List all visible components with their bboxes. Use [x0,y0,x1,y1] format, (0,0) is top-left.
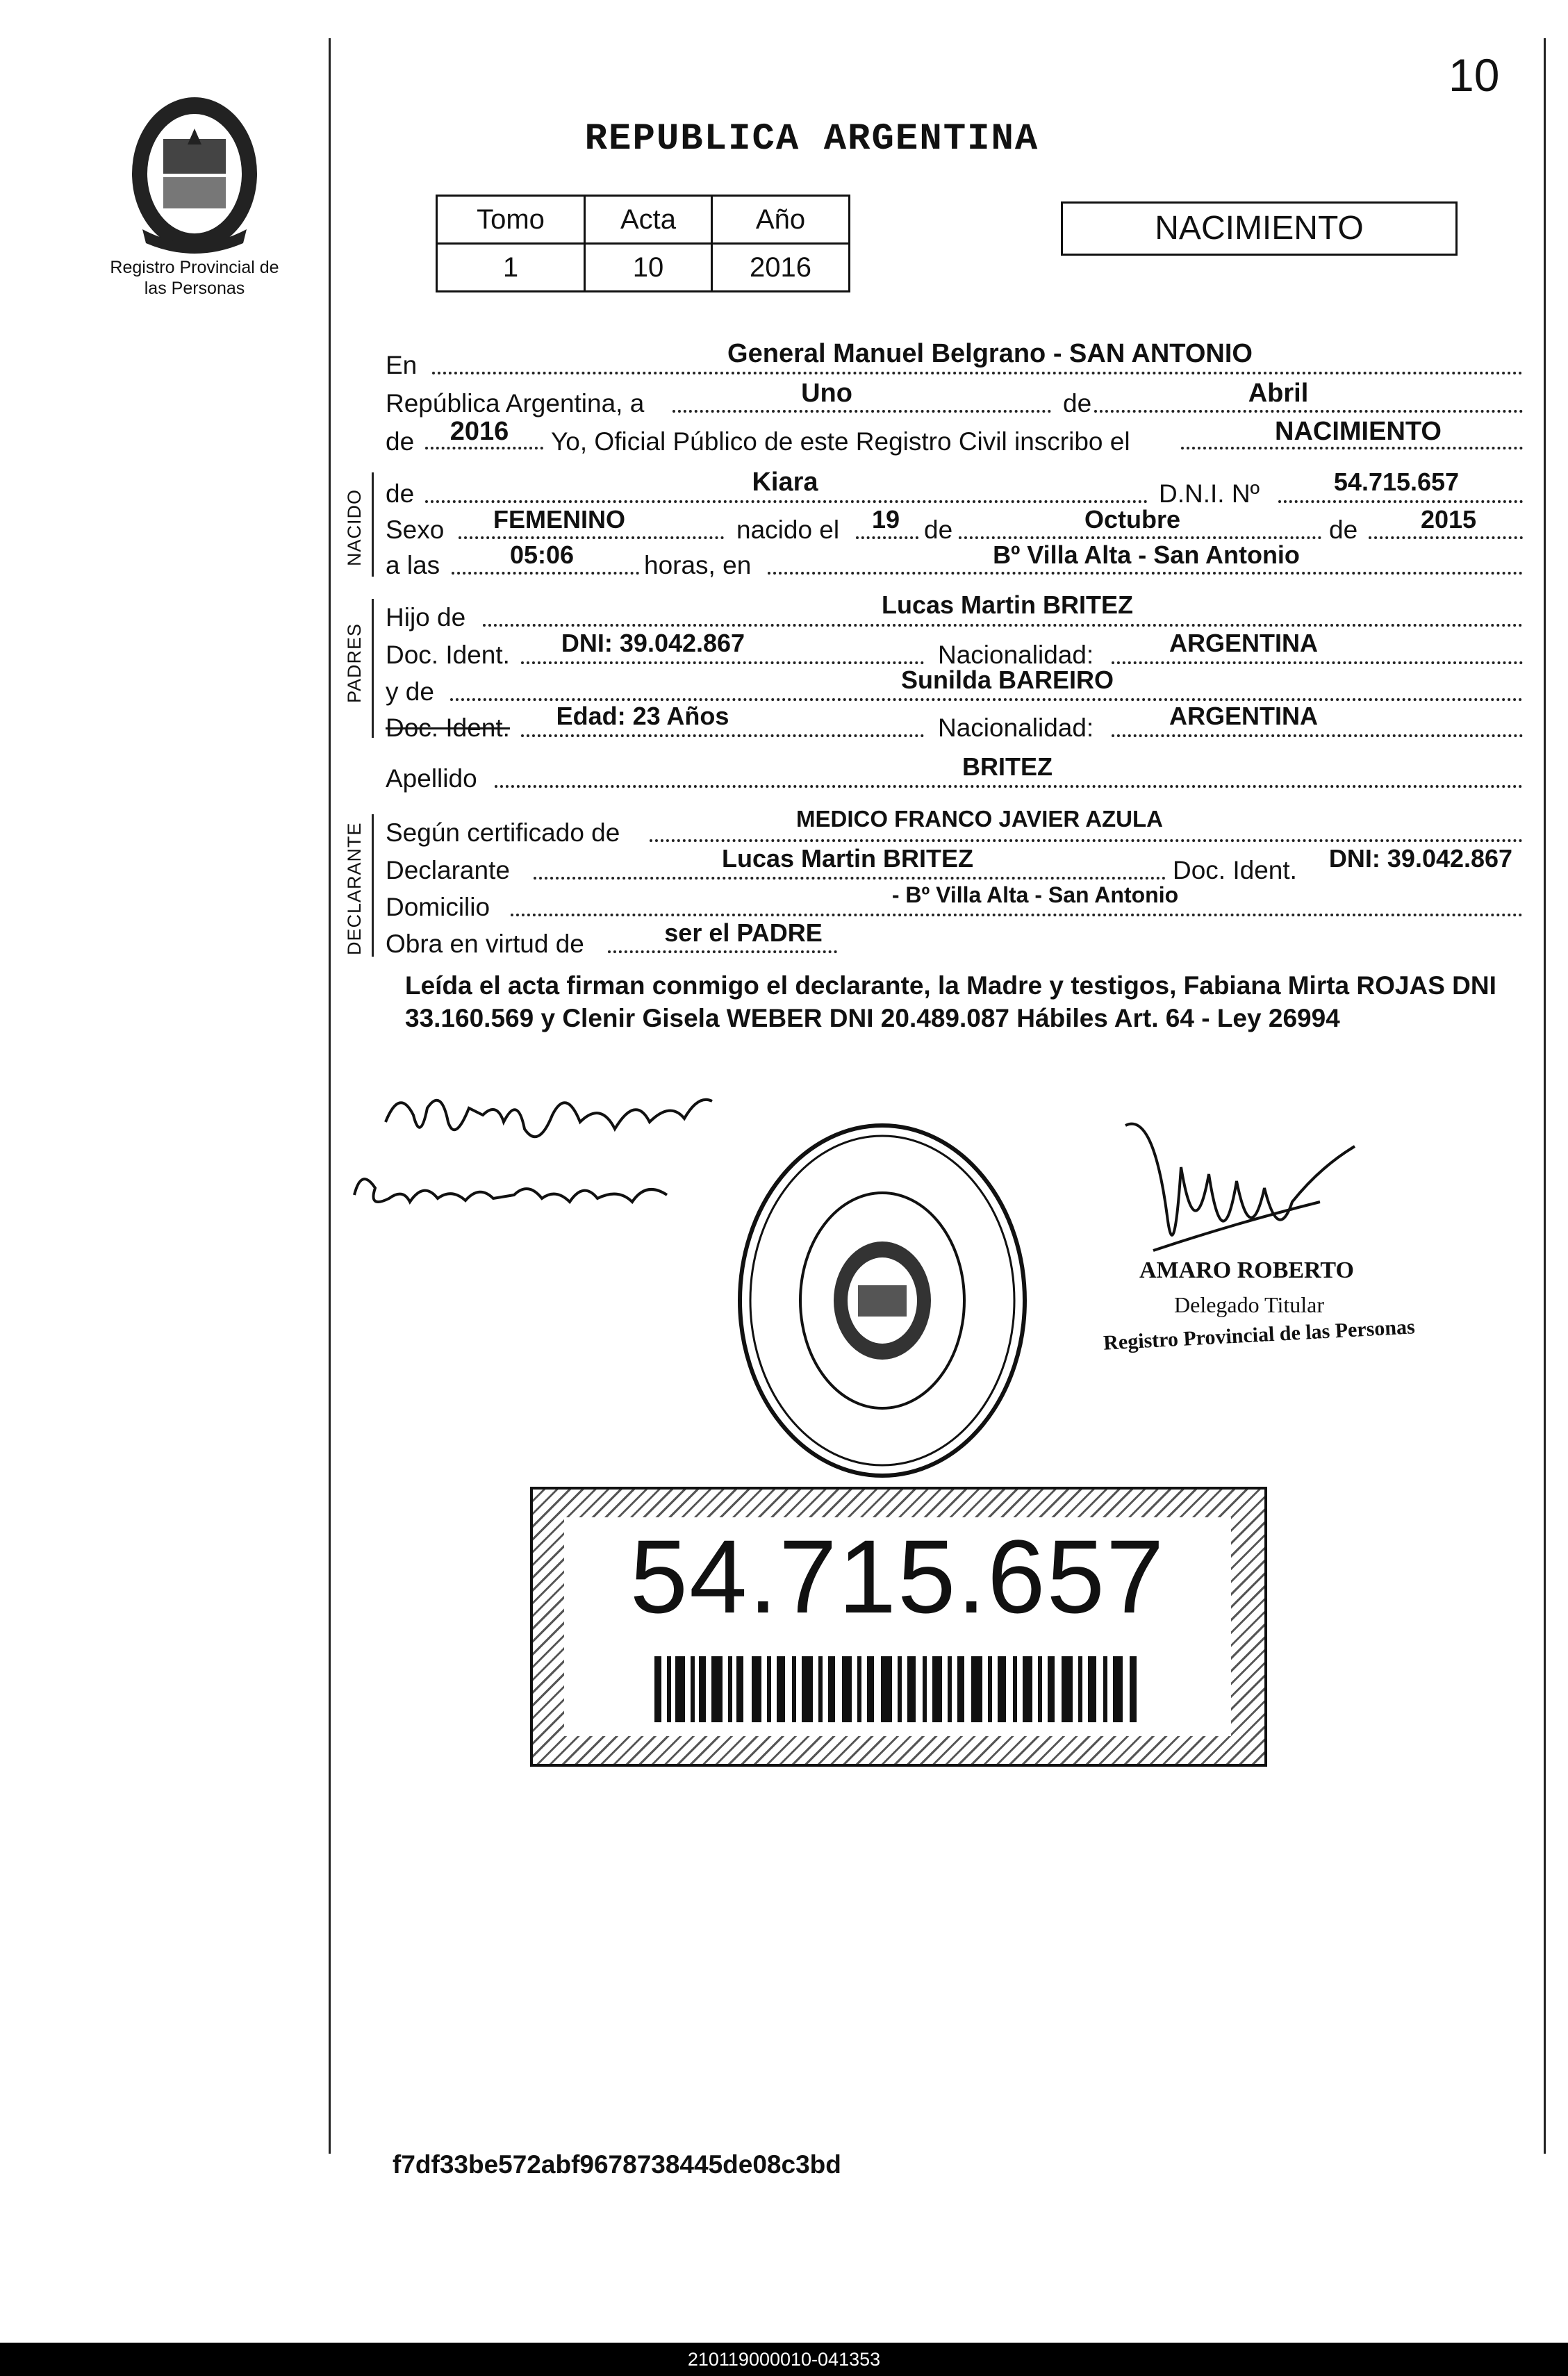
inscribo-label: Yo, Oficial Público de este Registro Civil inscribo el [551,427,1130,456]
de-label: de [1329,515,1358,544]
nacido-el-label: nacido el [736,515,840,544]
dotted-line [432,372,1523,374]
dotted-line [650,839,1523,842]
dotted-line [1278,500,1523,503]
mother-nationality: ARGENTINA [1169,702,1318,730]
barcode-icon [654,1656,1141,1722]
obra-label: Obra en virtud de [386,930,584,958]
doc-label-struck: Doc. Ident. [386,713,510,742]
place-value: General Manuel Belgrano - SAN ANTONIO [727,339,1253,368]
header-tomo: Tomo [437,196,585,244]
de-label: de [386,479,415,508]
signature-britez [379,1080,726,1157]
year-value: 2016 [449,417,509,446]
signature-bareiro [347,1160,674,1223]
province-seal-icon [122,90,267,257]
value-ano: 2016 [712,244,850,292]
document-hash: f7df33be572abf9678738445de08c3bd [393,2150,841,2179]
footer-code: 210119000010-041353 [0,2343,1568,2376]
value-tomo: 1 [437,244,585,292]
record-type-box: NACIMIENTO [1061,201,1458,256]
en-label: En [386,351,418,379]
section-bracket [372,814,374,957]
page-number: 10 [1449,49,1500,101]
header-acta: Acta [585,196,712,244]
day-value: Uno [801,379,852,408]
padres-section-label: PADRES [344,622,365,703]
republica-label: República Argentina, a [386,389,645,418]
registry-stamp-icon [733,1119,1032,1483]
father-name: Lucas Martin BRITEZ [881,591,1134,619]
hijo-label: Hijo de [386,603,466,632]
dotted-line [452,572,639,575]
obra-value: ser el PADRE [664,918,823,947]
dotted-line [1181,447,1523,449]
horas-label: horas, en [644,551,752,579]
dotted-line [459,536,724,539]
dotted-line [608,950,837,953]
id-barcode-sticker [530,1487,1267,1767]
dotted-line [521,661,924,664]
value-acta: 10 [585,244,712,292]
dotted-line [521,734,924,737]
domicilio-value: - Bº Villa Alta - San Antonio [891,882,1179,907]
dotted-line [856,536,918,539]
barcode-number: 54.715.657 [629,1518,1166,1635]
mother-name: Sunilda BAREIRO [900,666,1114,694]
dotted-line [511,914,1523,916]
dotted-line [534,877,1166,880]
dni-label: D.N.I. Nº [1159,479,1260,508]
registry-label: Registro Provincial de las Personas [110,258,279,298]
dotted-line [1112,734,1523,737]
declarante-section-label: DECLARANTE [344,822,365,955]
dotted-line [1112,661,1523,664]
birth-year: 2015 [1420,505,1477,534]
section-bracket [372,472,374,577]
dotted-line [450,698,1523,701]
dotted-line [1094,410,1523,413]
apellido-value: BRITEZ [962,752,1053,781]
dotted-line [495,785,1523,788]
officer-name: AMARO ROBERTO [1139,1257,1354,1283]
dotted-line [768,572,1523,575]
month-value: Abril [1248,379,1309,408]
father-nationality: ARGENTINA [1169,629,1318,657]
margin-line [329,38,331,2154]
closing-text: Leída el acta firman conmigo el declarante, la Madre y testigos, Fabiana Mirta ROJAS DNI 33.160.569 y Clenir Gisela WEBER DNI 20.489.087 Hábiles Art. 64 - Ley 26994 [405,971,1496,1032]
nacionalidad-label: Nacionalidad: [938,713,1094,742]
officer-title: Delegado Titular [1174,1292,1324,1317]
birth-place: Bº Villa Alta - San Antonio [993,541,1300,569]
nacido-section-label: NACIDO [344,488,365,566]
de-label: de [924,515,953,544]
dotted-line [425,447,543,449]
declarante-doc: DNI: 39.042.867 [1328,844,1513,873]
birth-time: 05:06 [509,541,575,569]
de2-label: de [386,427,415,456]
certificado-label: Según certificado de [386,818,620,847]
dotted-line [483,624,1523,627]
record-table [436,195,850,292]
mother-doc: Edad: 23 Años [556,702,729,730]
child-name: Kiara [752,468,818,497]
de-label: de [1063,389,1092,418]
document-title: REPUBLICA ARGENTINA [584,118,1039,160]
y-de-label: y de [386,677,434,706]
apellido-label: Apellido [386,764,477,793]
birth-day: 19 [871,505,900,534]
nacionalidad-label: Nacionalidad: [938,641,1094,669]
birth-month: Octubre [1084,505,1181,534]
officer-org: Registro Provincial de las Personas [1103,1315,1416,1355]
declarante-label: Declarante [386,856,510,884]
sexo-value: FEMENINO [493,505,625,534]
sexo-label: Sexo [386,515,445,544]
right-border-line [1544,38,1546,2154]
dotted-line [1369,536,1523,539]
declarante-name: Lucas Martin BRITEZ [721,844,974,873]
father-doc: DNI: 39.042.867 [561,629,745,657]
domicilio-label: Domicilio [386,893,490,921]
dotted-line [425,500,1148,503]
child-dni: 54.715.657 [1333,468,1460,496]
doc-label: Doc. Ident. [386,641,510,669]
event-value: NACIMIENTO [1275,417,1442,446]
dotted-line [672,410,1051,413]
a-las-label: a las [386,551,440,579]
section-bracket [372,599,374,738]
header-ano: Año [712,196,850,244]
dotted-line [959,536,1321,539]
certificate-value: MEDICO FRANCO JAVIER AZULA [796,806,1163,832]
doc-label: Doc. Ident. [1173,856,1297,884]
